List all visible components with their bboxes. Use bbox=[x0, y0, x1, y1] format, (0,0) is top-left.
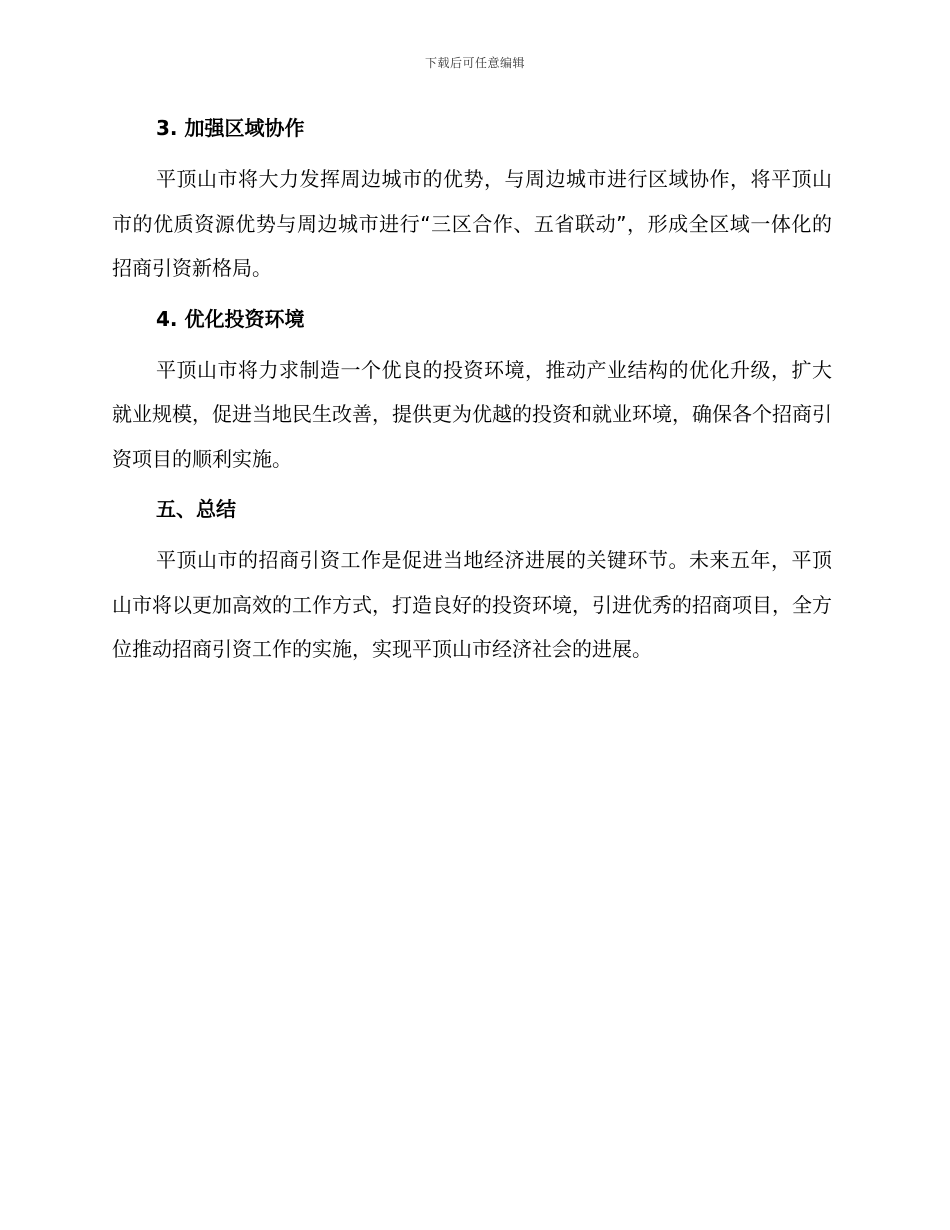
section-paragraph: 平顶山市的招商引资工作是促进当地经济进展的关键环节。未来五年，平顶山市将以更加高效的工作方式，打造良好的投资环境，引进优秀的招商项目，全方位推动招商引资工作的实施，实现平顶山市经济社会的进展。 bbox=[112, 548, 832, 661]
section-heading: 五、总结 bbox=[156, 497, 236, 521]
section-investment-environment bbox=[112, 303, 832, 494]
section-paragraph: 平顶山市将大力发挥周边城市的优势，与周边城市进行区域协作，将平顶山市的优质资源优势与周边城市进行“三区合作、五省联动”，形成全区域一体化的招商引资新格局。 bbox=[112, 167, 832, 280]
page-header: 下载后可任意编辑 bbox=[424, 56, 525, 70]
section-regional-cooperation bbox=[112, 112, 832, 303]
section-heading: 4. 优化投资环境 bbox=[156, 306, 305, 331]
section-summary bbox=[112, 493, 832, 672]
document-body bbox=[112, 112, 832, 672]
section-heading: 3. 加强区域协作 bbox=[156, 116, 305, 140]
section-paragraph: 平顶山市将力求制造一个优良的投资环境，推动产业结构的优化升级，扩大就业规模，促进当地民生改善，提供更为优越的投资和就业环境，确保各个招商引资项目的顺利实施。 bbox=[112, 357, 832, 471]
